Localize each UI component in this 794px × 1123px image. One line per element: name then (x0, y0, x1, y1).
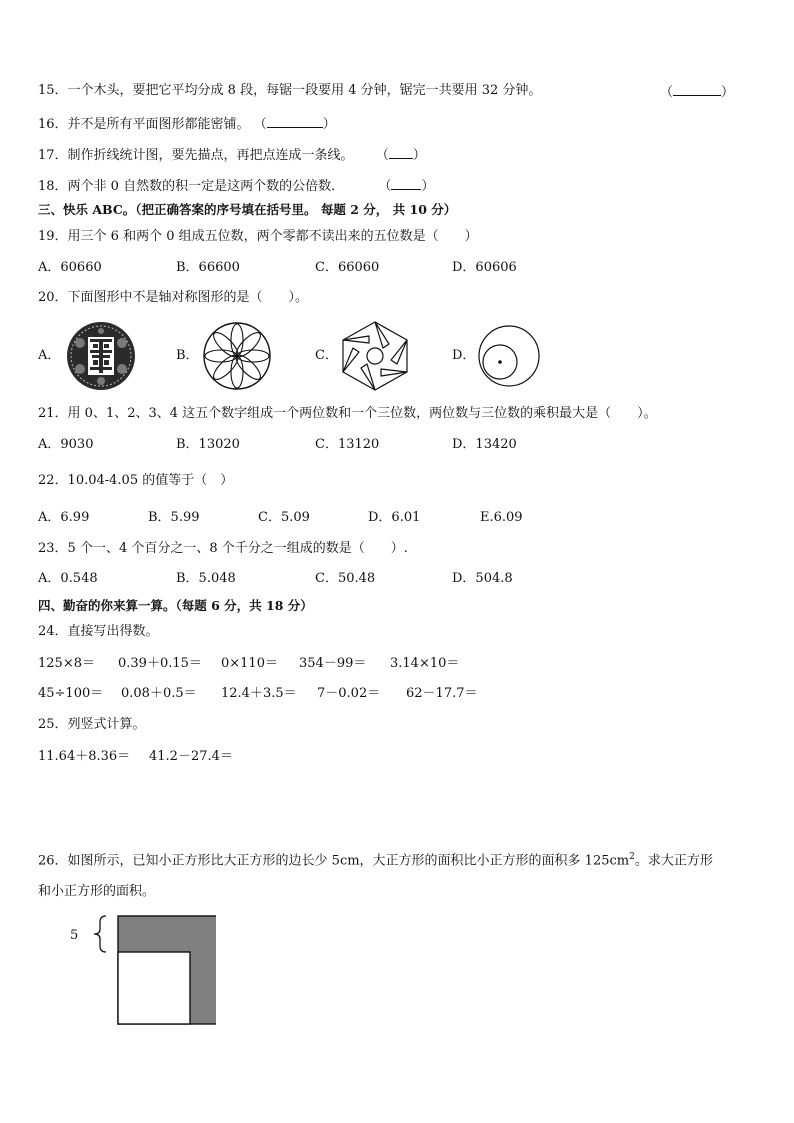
question-15-answer-blank[interactable] (673, 83, 721, 96)
question-23-option-a[interactable]: A．0.548 (38, 571, 98, 586)
question-19-option-b[interactable]: B．66600 (176, 260, 240, 275)
question-17-answer-blank[interactable] (389, 146, 413, 159)
figure-label-5: 5 (70, 928, 79, 943)
question-18-text: 18．两个非 0 自然数的积一定是这两个数的公倍数． (38, 179, 345, 194)
question-22-option-e[interactable]: E.6.09 (480, 510, 523, 525)
calc-item: 0.39＋0.15＝ (118, 656, 202, 671)
calc-item: 12.4＋3.5＝ (221, 686, 297, 701)
vertical-calc-item: 41.2－27.4＝ (149, 749, 233, 764)
question-15-text: 15．一个木头，要把它平均分成 8 段，每锯一段要用 4 分钟，锯完一共要用 32 分钟。 (38, 83, 542, 98)
calc-item: 7－0.02＝ (317, 686, 381, 701)
question-26-text-line-2: 和小正方形的面积。 (38, 884, 156, 899)
flower-circle-icon (202, 321, 272, 391)
question-21-option-d[interactable]: D．13420 (452, 437, 517, 452)
nested-circles-icon (477, 324, 541, 388)
calc-item: 62－17.7＝ (406, 686, 478, 701)
question-21-option-b[interactable]: B．13020 (176, 437, 240, 452)
question-22-option-b[interactable]: B．5.99 (148, 510, 200, 525)
question-20-text: 20．下面图形中不是轴对称图形的是（ ）。 (38, 290, 309, 305)
question-22-option-d[interactable]: D．6.01 (368, 510, 421, 525)
calc-item: 0×110＝ (221, 656, 278, 671)
calc-item: 354－99＝ (299, 656, 367, 671)
calc-item: 125×8＝ (38, 656, 95, 671)
question-19-text: 19．用三个 6 和两个 0 组成五位数，两个零都不读出来的五位数是（ ） (38, 229, 478, 244)
question-21-option-c[interactable]: C．13120 (315, 437, 380, 452)
question-18: 18．两个非 0 自然数的积一定是这两个数的公倍数． （ ） (38, 179, 435, 194)
question-20-option-a[interactable]: A． (38, 348, 61, 363)
calc-item: 3.14×10＝ (390, 656, 460, 671)
question-23-option-c[interactable]: C．50.48 (315, 571, 376, 586)
question-24-text: 24．直接写出得数。 (38, 624, 159, 639)
question-22-option-c[interactable]: C．5.09 (258, 510, 310, 525)
question-15-answer-paren: （ ） (660, 85, 735, 100)
question-17-text: 17．制作折线统计图，要先描点，再把点连成一条线。 (38, 148, 354, 163)
small-square (118, 952, 190, 1024)
question-15 (38, 83, 541, 99)
calc-item: 45÷100＝ (38, 686, 104, 701)
question-25-text: 25．列竖式计算。 (38, 717, 146, 732)
question-22-option-a[interactable]: A．6.99 (38, 510, 90, 525)
question-16-text: 16．并不是所有平面图形都能密铺。 (38, 117, 250, 132)
question-21-option-a[interactable]: A．9030 (38, 437, 94, 452)
question-20-option-b[interactable]: B． (176, 348, 199, 363)
question-26-text-line-1: 26．如图所示，已知小正方形比大正方形的边长少 5cm，大正方形的面积比小正方形的面积多 $125cm^2$。求大正方形 (38, 852, 713, 869)
question-23-text: 23．5 个一、4 个百分之一、8 个千分之一组成的数是（ ）. (38, 541, 408, 556)
pinwheel-hexagon-icon (337, 318, 413, 394)
vertical-calc-item: 11.64＋8.36＝ (38, 749, 131, 764)
question-19-option-a[interactable]: A．60660 (38, 260, 102, 275)
calc-item: 0.08＋0.5＝ (121, 686, 197, 701)
question-22-text: 22．10.04-4.05 的值等于（ ） (38, 473, 234, 488)
question-19-option-c[interactable]: C．66060 (315, 260, 380, 275)
squared-superscript: 2 (629, 852, 635, 862)
question-16-answer-blank[interactable] (267, 115, 323, 128)
brace-icon (94, 916, 106, 952)
section-3-heading: 三、快乐 ABC。（把正确答案的序号填在括号里。 每题 2 分， 共 10 分） (38, 202, 457, 217)
question-20-option-d[interactable]: D． (452, 348, 476, 363)
question-18-answer-blank[interactable] (391, 177, 421, 190)
question-23-option-d[interactable]: D．504.8 (452, 571, 513, 586)
question-17: 17．制作折线统计图，要先描点，再把点连成一条线。 （ ） (38, 148, 426, 163)
section-4-heading: 四、勤奋的你来算一算。（每题 6 分，共 18 分） (38, 598, 313, 613)
ornament-circle-icon (66, 321, 136, 391)
question-20-option-c[interactable]: C． (315, 348, 338, 363)
question-23-option-b[interactable]: B．5.048 (176, 571, 236, 586)
squares-figure (86, 913, 216, 1025)
question-21-text: 21．用 0、1、2、3、4 这五个数字组成一个两位数和一个三位数，两位数与三位数的乘积最大是（ ）。 (38, 406, 657, 421)
question-16: 16．并不是所有平面图形都能密铺。 （ ） (38, 117, 336, 132)
question-19-option-d[interactable]: D．60606 (452, 260, 517, 275)
